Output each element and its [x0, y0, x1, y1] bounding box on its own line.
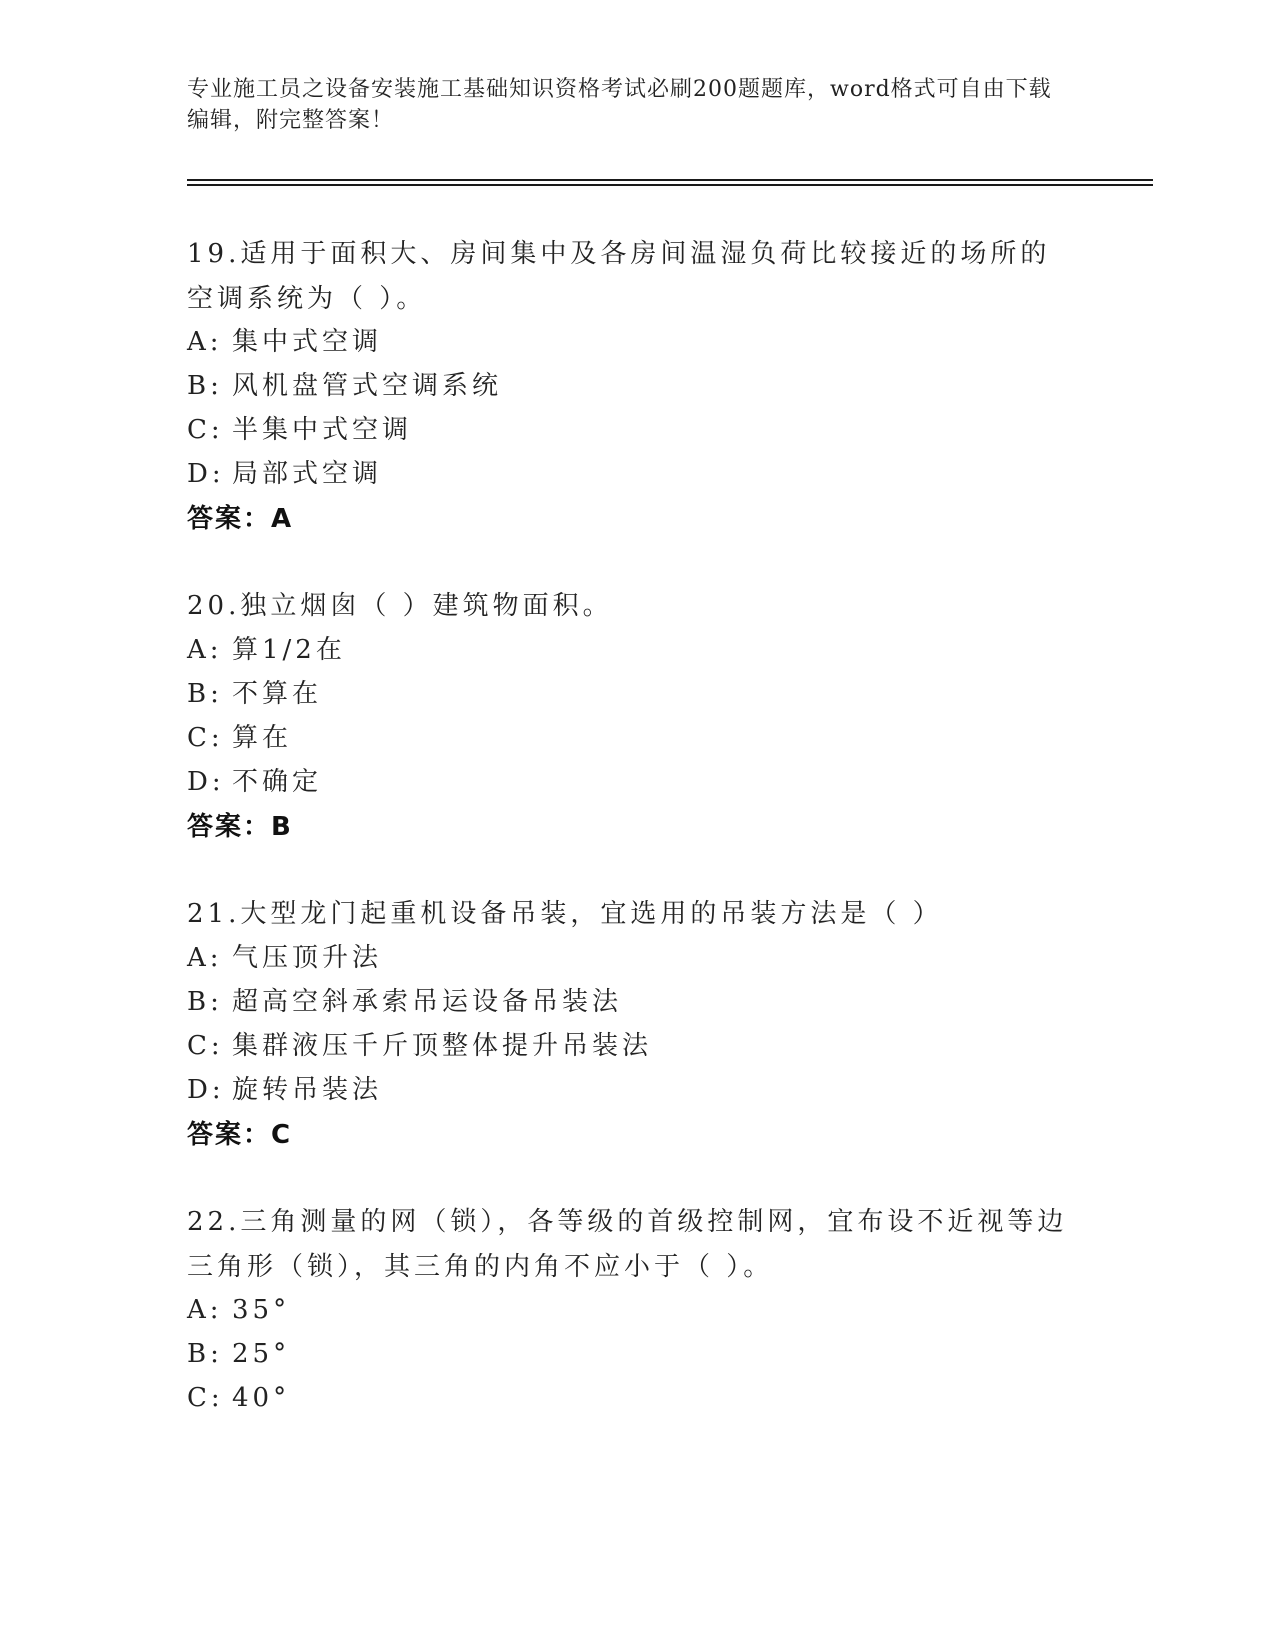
option-letter: A:: [187, 1295, 223, 1325]
option-letter: B:: [187, 987, 223, 1017]
document-header: 专业施工员之设备安装施工基础知识资格考试必刷200题题库，word格式可自由下载编辑，附完整答案！: [187, 77, 1052, 133]
option-letter: C:: [187, 415, 224, 445]
option-letter: D:: [187, 767, 225, 797]
question-20-option-a: [187, 628, 1077, 673]
question-20-option-c: [187, 716, 1077, 761]
option-letter: D:: [187, 459, 225, 489]
question-22-option-a: [187, 1288, 1077, 1333]
option-text: 超高空斜承索吊运设备吊装法: [232, 987, 623, 1017]
question-20-option-b: [187, 672, 1077, 717]
option-text: 旋转吊装法: [232, 1075, 383, 1105]
header-divider-bottom: [187, 184, 1153, 186]
header-divider-top: [187, 179, 1153, 181]
question-22-text: 22.三角测量的网（锁），各等级的首级控制网，宜布设不近视等边三角形（锁），其三角的内角不应小于（ ）。: [187, 1207, 1068, 1282]
option-letter: B:: [187, 371, 223, 401]
option-text: 40°: [232, 1383, 291, 1413]
option-text: 不算在: [232, 679, 323, 709]
option-text: 局部式空调: [232, 459, 383, 489]
option-letter: D:: [187, 1075, 225, 1105]
question-21-option-a: [187, 936, 1077, 981]
question-19-answer: 答案：A: [187, 504, 294, 534]
option-text: 集中式空调: [232, 327, 383, 357]
option-letter: A:: [187, 327, 223, 357]
question-19-option-b: [187, 364, 1077, 409]
question-19-option-d: [187, 452, 1077, 497]
option-text: 35°: [232, 1295, 291, 1325]
question-19-option-c: [187, 408, 1077, 453]
question-22-option-b: [187, 1332, 1077, 1377]
question-21-option-d: [187, 1068, 1077, 1113]
question-21-option-c: [187, 1024, 1077, 1069]
question-20-answer: 答案：B: [187, 812, 293, 842]
option-letter: C:: [187, 1383, 224, 1413]
option-text: 集群液压千斤顶整体提升吊装法: [232, 1031, 653, 1061]
question-21-option-b: [187, 980, 1077, 1025]
question-21-text: 21.大型龙门起重机设备吊装，宜选用的吊装方法是（ ）: [187, 899, 943, 929]
question-20-text: 20.独立烟囱（ ）建筑物面积。: [187, 591, 613, 621]
option-text: 半集中式空调: [232, 415, 413, 445]
option-text: 风机盘管式空调系统: [232, 371, 503, 401]
question-20-option-d: [187, 760, 1077, 805]
option-text: 25°: [232, 1339, 291, 1369]
option-text: 不确定: [232, 767, 323, 797]
option-letter: A:: [187, 635, 223, 665]
option-text: 算在: [232, 723, 293, 753]
option-letter: B:: [187, 679, 223, 709]
option-letter: B:: [187, 1339, 223, 1369]
question-19-text: 19.适用于面积大、房间集中及各房间温湿负荷比较接近的场所的空调系统为（ ）。: [187, 239, 1051, 314]
option-letter: A:: [187, 943, 223, 973]
question-22-option-c: [187, 1376, 1077, 1421]
option-text: 气压顶升法: [232, 943, 383, 973]
question-19-option-a: [187, 320, 1077, 365]
option-letter: C:: [187, 723, 224, 753]
question-21-answer: 答案：C: [187, 1120, 293, 1150]
option-letter: C:: [187, 1031, 224, 1061]
option-text: 算1/2在: [232, 635, 346, 665]
